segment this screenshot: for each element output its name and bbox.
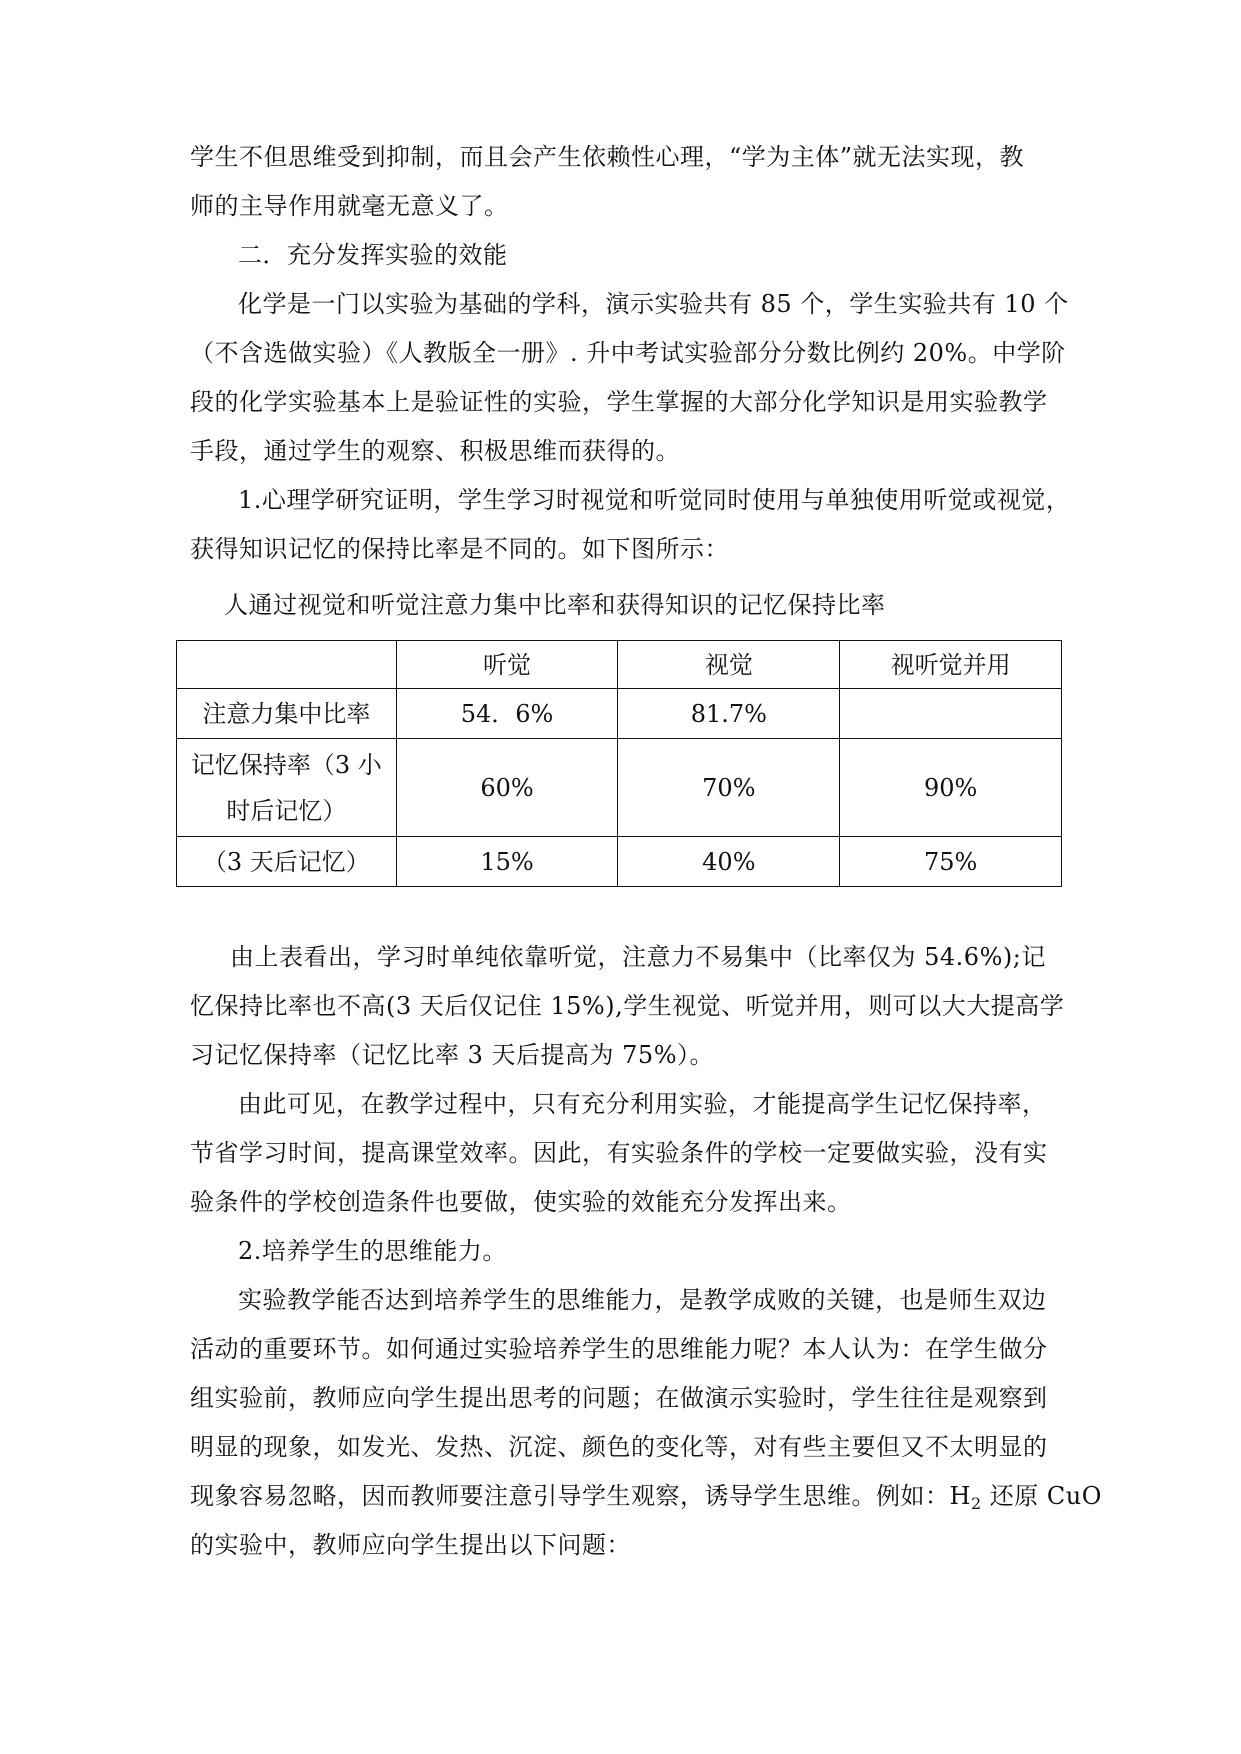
subscript: 2 [970, 1494, 982, 1513]
paragraph-line: （不含选做实验）《人教版全一册》. 升中考试实验部分分数比例约 20%。中学阶 [190, 339, 1066, 367]
table-row-label: （3 天后记忆） [177, 837, 397, 887]
table-row-label [177, 739, 397, 837]
table-cell: 54．6% [396, 689, 618, 739]
table-row-label-line: 记忆保持率（3 小 [190, 750, 382, 779]
table-header-row [177, 641, 1062, 689]
table-cell [840, 689, 1062, 739]
table-cell: 90% [840, 739, 1062, 837]
paragraph-line: 由上表看出，学习时单纯依靠听觉，注意力不易集中（比率仅为 54.6%);记 [230, 943, 1046, 971]
inline-text: 现象容易忽略，因而教师要注意引导学生观察，诱导学生思维。例如：H [190, 1482, 971, 1510]
inline-text: 还原 CuO [981, 1482, 1102, 1510]
table-row [177, 689, 1062, 739]
table-cell: 60% [396, 739, 618, 837]
table-cell: 70% [618, 739, 840, 837]
table-cell: 75% [840, 837, 1062, 887]
paragraph-line: 习记忆保持率（记忆比率 3 天后提高为 75%）。 [190, 1041, 714, 1069]
table-row [177, 837, 1062, 887]
table-header-cell: 视听觉并用 [840, 641, 1062, 689]
paragraph-line: 化学是一门以实验为基础的学科，演示实验共有 85 个，学生实验共有 10 个 [238, 290, 1069, 318]
table-cell: 40% [618, 837, 840, 887]
paragraph-line: 段的化学实验基本上是验证性的实验，学生掌握的大部分化学知识是用实验教学 [190, 388, 1048, 416]
paragraph-line [190, 1481, 1102, 1513]
table-cell: 81.7% [618, 689, 840, 739]
paragraph-line: 的实验中，教师应向学生提出以下问题： [190, 1531, 631, 1559]
paragraph-line: 忆保持比率也不高(3 天后仅记住 15%),学生视觉、听觉并用，则可以大大提高学 [190, 992, 1065, 1020]
table-row-label-line: 时后记忆） [226, 796, 347, 825]
paragraph-line: 获得知识记忆的保持比率是不同的。如下图所示： [190, 535, 729, 563]
table-header-cell: 听觉 [396, 641, 618, 689]
table-row [177, 739, 1062, 837]
paragraph-line: 验条件的学校创造条件也要做，使实验的效能充分发挥出来。 [190, 1188, 852, 1216]
table-cell: 15% [396, 837, 618, 887]
table-header-cell: 视觉 [618, 641, 840, 689]
paragraph-line: 实验教学能否达到培养学生的思维能力，是教学成败的关键，也是师生双边 [238, 1286, 1047, 1314]
paragraph-line: 活动的重要环节。如何通过实验培养学生的思维能力呢？本人认为：在学生做分 [190, 1335, 1048, 1363]
paragraph-line: 明显的现象，如发光、发热、沉淀、颜色的变化等，对有些主要但又不太明显的 [190, 1433, 1048, 1461]
paragraph-line: 1.心理学研究证明，学生学习时视觉和听觉同时使用与单独使用听觉或视觉， [238, 486, 1071, 514]
paragraph-line: 由此可见，在教学过程中，只有充分利用实验，才能提高学生记忆保持率， [238, 1090, 1047, 1118]
paragraph-line: 手段，通过学生的观察、积极思维而获得的。 [190, 437, 680, 465]
table-header-cell [177, 641, 397, 689]
paragraph-line: 组实验前，教师应向学生提出思考的问题；在做演示实验时，学生往往是观察到 [190, 1384, 1048, 1412]
paragraph-line: 节省学习时间，提高课堂效率。因此，有实验条件的学校一定要做实验，没有实 [190, 1139, 1048, 1167]
memory-retention-table [176, 640, 1062, 887]
table-row-label: 注意力集中比率 [177, 689, 397, 739]
table-caption: 人通过视觉和听觉注意力集中比率和获得知识的记忆保持比率 [224, 591, 886, 619]
paragraph-line: 师的主导作用就毫无意义了。 [190, 192, 509, 220]
subsection-heading: 2.培养学生的思维能力。 [238, 1237, 507, 1265]
paragraph-line: 学生不但思维受到抑制，而且会产生依赖性心理，“学为主体”就无法实现，教 [190, 143, 1025, 171]
section-heading: 二．充分发挥实验的效能 [238, 241, 508, 269]
